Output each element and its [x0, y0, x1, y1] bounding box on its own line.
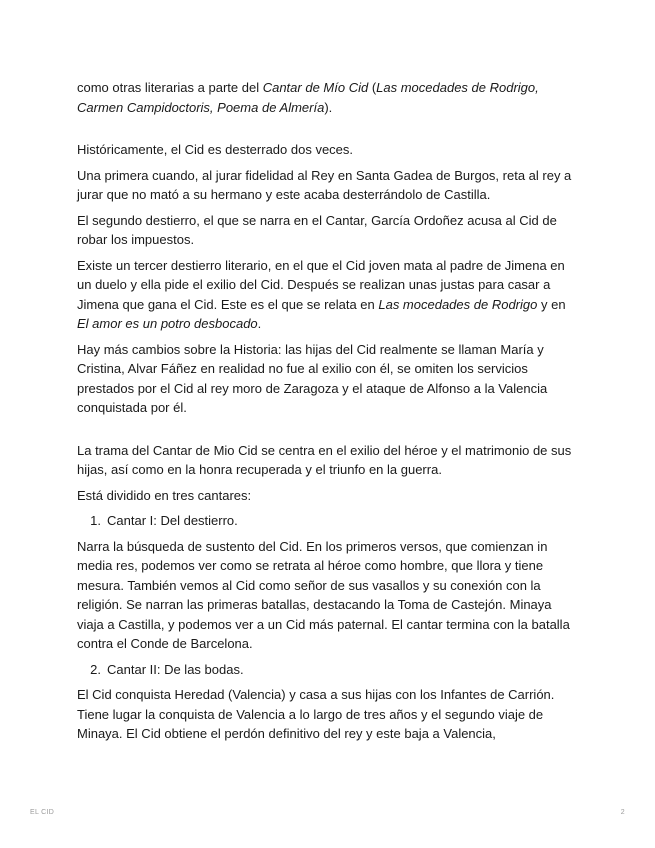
list-item [77, 511, 577, 531]
footer-title: EL CID [30, 809, 55, 816]
paragraph-second-exile: El segundo destierro, el que se narra en el Cantar, García Ordoñez acusa al Cid de robar los impuestos. [77, 212, 557, 247]
paragraph-history-changes: Hay más cambios sobre la Historia: las hijas del Cid realmente se llaman María y Cristina, Alvar Fáñez en realidad no fue al exilio con él, se omiten los servicios prestados por el Cid al rey moro de Zaragoza y el ataque de Alfonso a la Valencia conquistada por él. [77, 341, 548, 415]
spacer [77, 424, 577, 441]
text-run: ). [324, 99, 333, 115]
text-run: Existe un tercer destierro literario, en el que el Cid joven mata al padre de Jimena en un duelo y ella pide el exilio del Cid. Después se realizan unas justas para casar a Jimena que gana el Cid. Este es el que se relata en [77, 257, 565, 312]
paragraph-division: Está dividido en tres cantares: [77, 487, 252, 503]
page-number: 2 [620, 809, 625, 816]
paragraph-historical: Históricamente, el Cid es desterrado dos veces. [77, 142, 354, 157]
paragraph-cantar-1: Narra la búsqueda de sustento del Cid. En los primeros versos, que comienzan in media res, podemos ver como se retrata al héroe como hombre, que llora y tiene mesura. También vemos al Cid como señor de sus vasallos y su conexión con la religión. Se narran las primeras batallas, destacando la Toma de Castejón. Minaya viaja a Castilla, y podemos ver a un Cid más paternal. El cantar termina con la batalla contra el Conde de Barcelona. [77, 538, 570, 651]
paragraph-third-exile [77, 256, 577, 334]
text-run: y en [537, 296, 566, 312]
italic-title: Cantar de Mío Cid [262, 80, 369, 95]
text-run: ( [368, 80, 377, 95]
text-run: . [257, 316, 262, 331]
paragraph-first-exile: Una primera cuando, al jurar fidelidad al Rey en Santa Gadea de Burgos, reta al rey a jurar que no mató a su hermano y este acaba desterrándolo de Castilla. [77, 167, 572, 202]
list-number: 2. [90, 661, 101, 677]
paragraph-other-works [77, 78, 577, 117]
list-number: 1. [90, 513, 101, 528]
spacer [77, 123, 577, 140]
list-text: Cantar I: Del destierro. [107, 513, 238, 528]
list-item [77, 660, 577, 680]
paragraph-cantar-2: El Cid conquista Heredad (Valencia) y casa a sus hijas con los Infantes de Carrión. Tiene lugar la conquista de Valencia a lo largo de tres años y el segundo viaje de Minaya. El Cid obtiene el perdón definitivo del rey y este baja a Valencia, [77, 687, 555, 741]
document-body [77, 78, 577, 750]
italic-titles: Las mocedades de Rodrigo, Carmen Campidoctoris, Poema de Almería [77, 80, 539, 115]
italic-title: El amor es un potro desbocado [77, 316, 258, 331]
italic-title: Las mocedades de Rodrigo [378, 296, 538, 312]
list-text: Cantar II: De las bodas. [107, 661, 244, 677]
paragraph-plot: La trama del Cantar de Mio Cid se centra en el exilio del héroe y el matrimonio de sus hijas, así como en la honra recuperada y el triunfo en la guerra. [77, 442, 572, 477]
text-run: como otras literarias a parte del [77, 80, 263, 95]
